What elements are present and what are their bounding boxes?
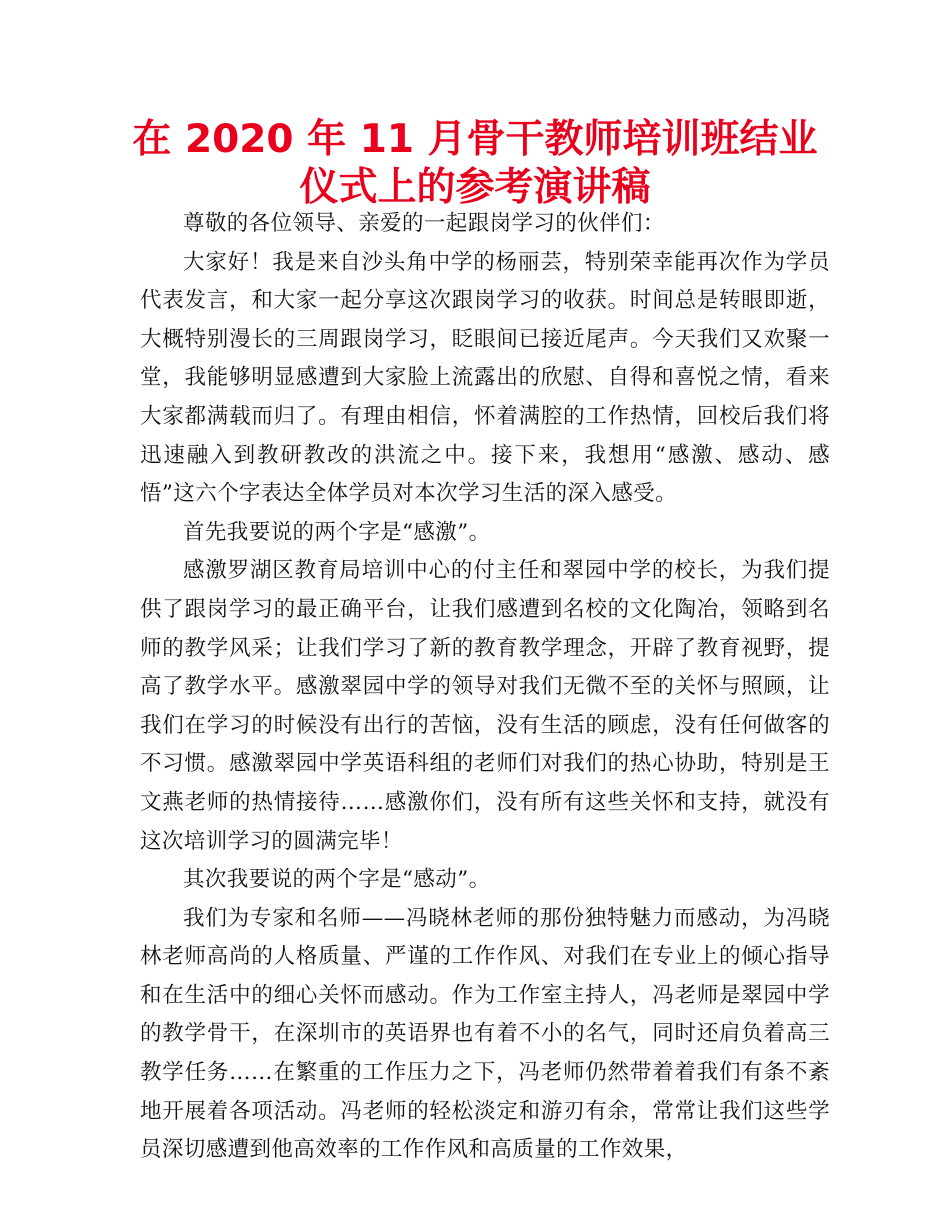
body-paragraph: 感激罗湖区教育局培训中心的付主任和翠园中学的校长，为我们提供了跟岗学习的最正确平台，让我们感遭到名校的文化陶冶，领略到名师的教学风采；让我们学习了新的教育教学理念，开辟了教育视野，提高了教学水平。感激翠园中学的领导对我们无微不至的关怀与照顾，让我们在学习的时候没有出行的苦恼，没有生活的顾虑，没有任何做客的不习惯。感激翠园中学英语科组的老师们对我们的热心协助，特别是王文燕老师的热情接待……感激你们，没有所有这些关怀和支持，就没有这次培训学习的圆满完毕！: [140, 558, 830, 854]
document-title: 在 2020 年 11 月骨干教师培训班结业仪式上的参考演讲稿: [132, 117, 818, 210]
section-heading-paragraph: 其次我要说的两个字是“感动”。: [183, 867, 491, 893]
salutation-paragraph: 尊敬的各位领导、亲爱的一起跟岗学习的伙伴们：: [183, 211, 665, 236]
document-body: [140, 205, 830, 1170]
body-paragraph: 我们为专家和名师——冯晓林老师的那份独特魅力而感动，为冯晓林老师高尚的人格质量、严谨的工作作风、对我们在专业上的倾心指导和在生活中的细心关怀而感动。作为工作室主持人，冯老师是翠园中学的教学骨干，在深圳市的英语界也有着不小的名气，同时还肩负着高三教学任务……在繁重的工作压力之下，冯老师仍然带着着我们有条不紊地开展着各项活动。冯老师的轻松淡定和游刃有余，常常让我们这些学员深切感遭到他高效率的工作作风和高质量的工作效果，: [140, 905, 830, 1163]
body-paragraph: 大家好！我是来自沙头角中学的杨丽芸，特别荣幸能再次作为学员代表发言，和大家一起分享这次跟岗学习的收获。时间总是转眼即逝，大概特别漫长的三周跟岗学习，眨眼间已接近尾声。今天我们又欢聚一堂，我能够明显感遭到大家脸上流露出的欣慰、自得和喜悦之情，看来大家都满载而归了。有理由相信，怀着满腔的工作热情，回校后我们将迅速融入到教研教改的洪流之中。接下来，我想用“感激、感动、感悟”这六个字表达全体学员对本次学习生活的深入感受。: [140, 249, 830, 507]
section-heading-paragraph: 首先我要说的两个字是“感激”。: [183, 519, 491, 545]
